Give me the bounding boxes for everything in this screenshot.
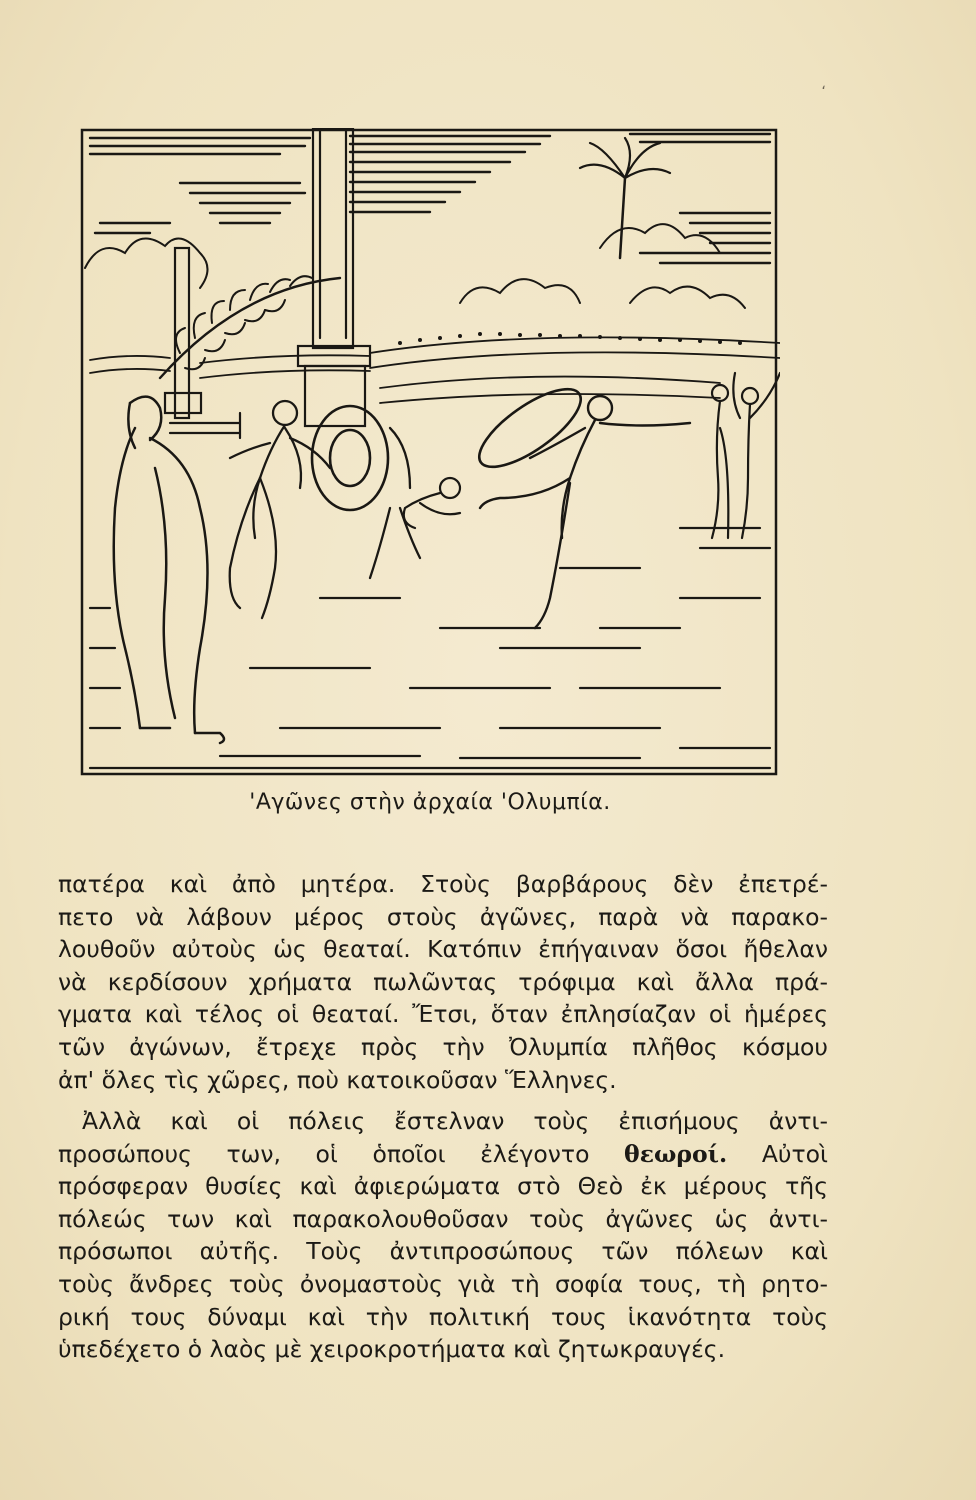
text-line: πρόσωποι αὐτῆς. Τοὺς ἀντιπροσώπους τῶν πόλεων καὶ [58,1237,828,1266]
text-line: πετο νὰ λάβουν μέρος στοὺς ἀγῶνες, παρὰ νὰ παρακο- [58,902,828,931]
text-line: λουθοῦν αὐτοὺς ὡς θεαταί. Κατόπιν ἐπήγαιναν ὅσοι ἤθελαν [58,935,828,964]
text-line: νὰ κερδίσουν χρήματα πωλῶντας τρόφιμα καὶ ἄλλα πρά- [58,967,828,996]
paragraph-1 [58,868,828,1096]
text-line: τῶν ἀγώνων, ἔτρεχε πρὸς τὴν Ὀλυμπία πλῆθος κόσμου [58,1032,828,1061]
corner-tick-mark: ʻ [821,84,826,100]
text-line: Ἀλλὰ καὶ οἱ πόλεις ἔστελναν τοὺς ἐπισήμους ἀντι- [82,1107,828,1135]
text-line: τοὺς ἄνδρες τοὺς ὀνομαστοὺς γιὰ τὴ σοφία τους, τὴ ρητο- [58,1269,828,1298]
text-line: ἀπ' ὅλες τὶς χῶρες, ποὺ κατοικοῦσαν Ἕλληνες. [58,1065,617,1094]
bold-term-theoroi: θεωροί. [624,1139,728,1168]
paragraph-2 [58,1105,828,1366]
text-line: πόλεώς των καὶ παρακολουθοῦσαν τοὺς ἀγῶνες ὡς ἀντι- [58,1204,828,1233]
olympia-games-illustration [80,128,780,778]
text-segment: Αὐτοὶ [727,1139,828,1168]
text-line: ρική τους δύναμι καὶ τὴν πολιτική τους ἱκανότητα τοὺς [58,1302,828,1331]
text-line: γματα καὶ τέλος οἱ θεαταί. Ἔτσι, ὅταν ἐπλησίαζαν οἱ ἡμέρες [58,1000,828,1029]
text-line: πρόσφεραν θυσίες καὶ ἀφιερώματα στὸ Θεὸ ἐκ μέρους τῆς [58,1172,828,1201]
text-line: ὑπεδέχετο ὁ λαὸς μὲ χειροκροτήματα καὶ ζητωκραυγές. [58,1335,726,1364]
text-line: πατέρα καὶ ἀπὸ μητέρα. Στοὺς βαρβάρους δὲν ἐπετρέ- [58,870,828,898]
illustration-caption: 'Αγῶνες στὴν ἀρχαία 'Ολυμπία. [249,790,611,815]
text-segment: προσώπους των, οἱ ὁποῖοι ἐλέγοντο [58,1139,625,1168]
text-line-with-term [58,1138,828,1171]
